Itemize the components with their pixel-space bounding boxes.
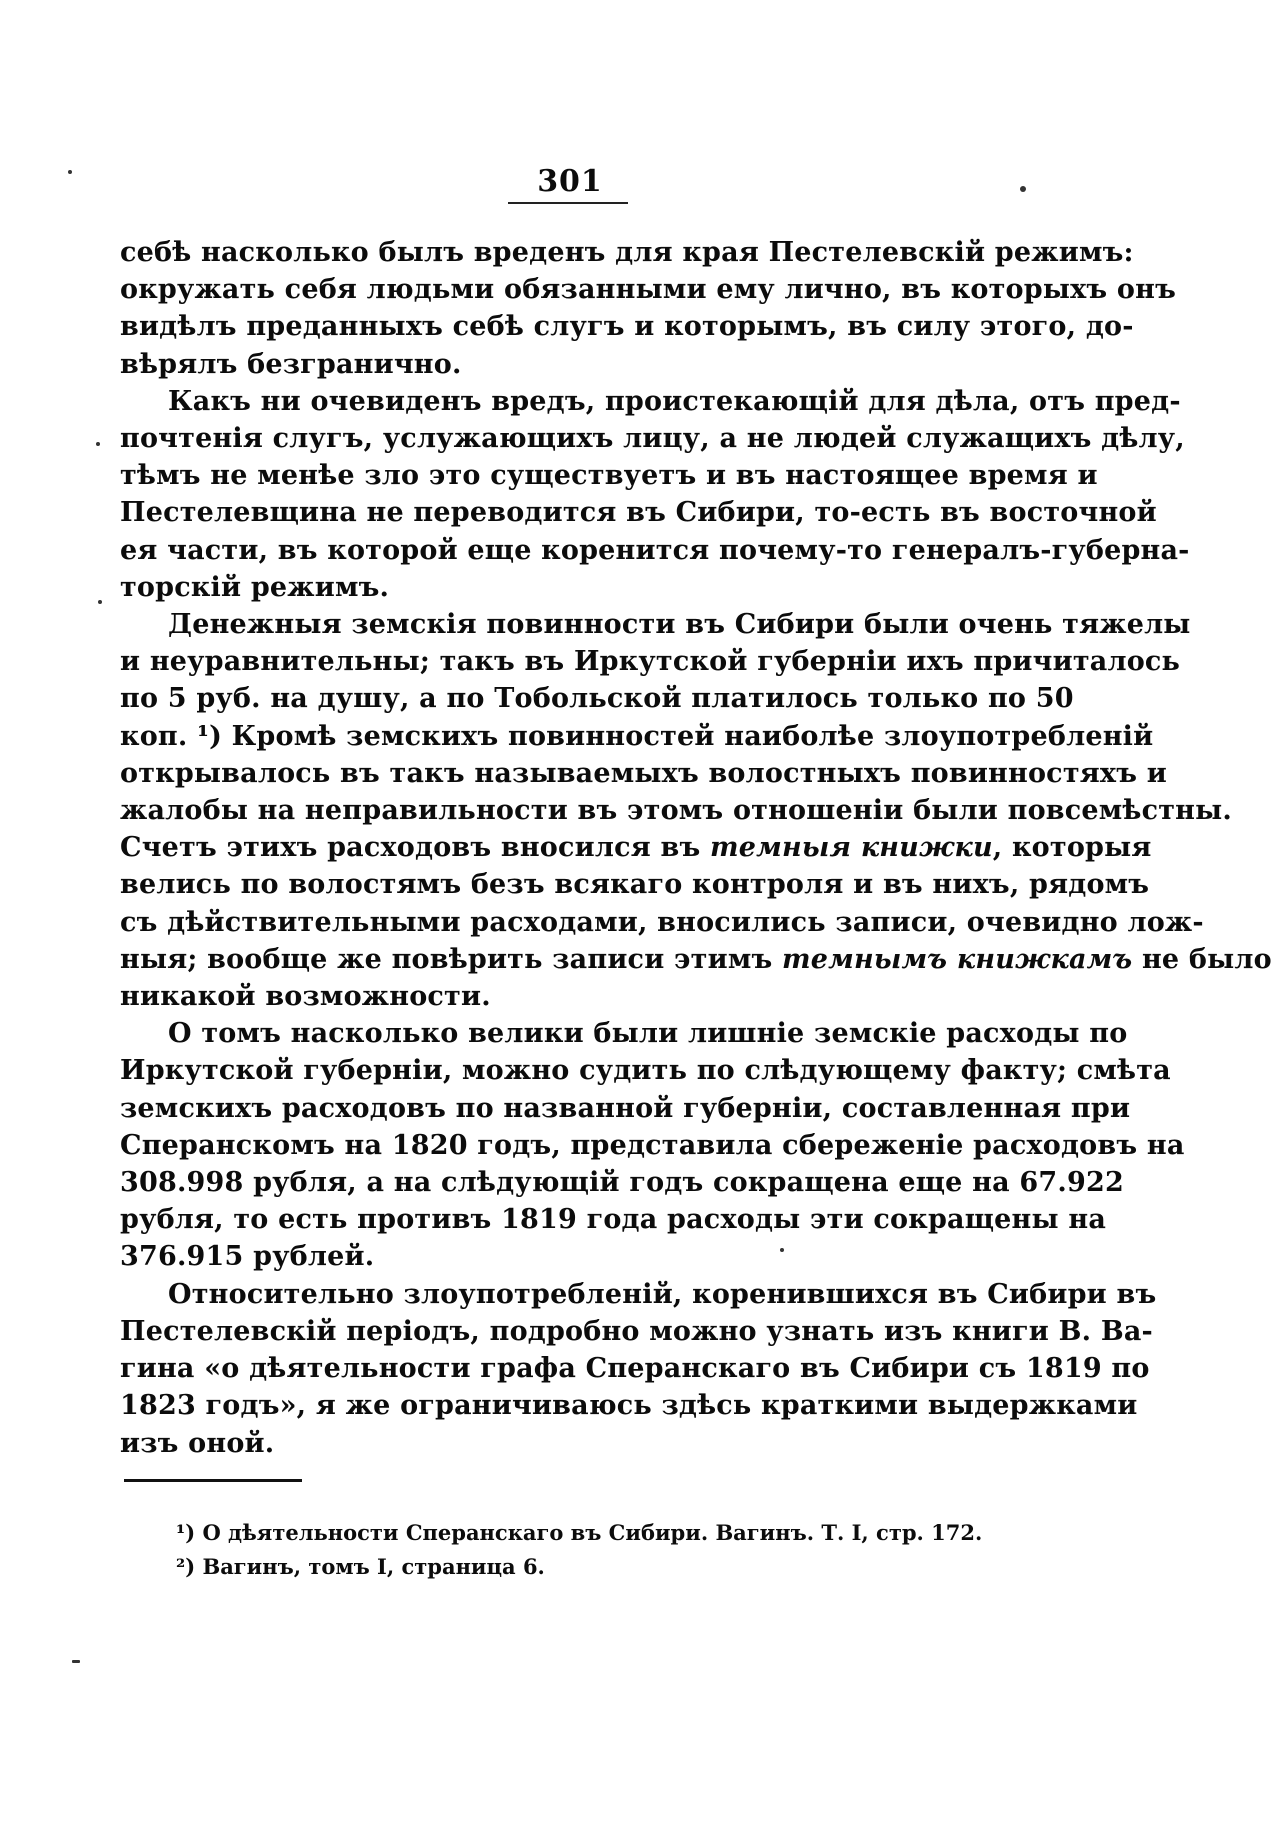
text-line: рубля, то есть противъ 1819 года расходы эти сокращены на [120, 1204, 1107, 1236]
text-line: по 5 руб. на душу, а по Тобольской платилось только по 50 [120, 683, 1074, 715]
footnotes [176, 1516, 983, 1584]
text-line: 376.915 рублей. [120, 1241, 375, 1273]
text-line: земскихъ расходовъ по названной губерніи, составленная при [120, 1092, 1131, 1124]
text-line: вѣрялъ безгранично. [120, 348, 462, 380]
scan-speck [780, 1248, 784, 1252]
footnote-1: ¹) О дѣятельности Сперанскаго въ Сибири. Вагинъ. Т. I, стр. 172. [176, 1520, 983, 1545]
text-line: Сперанскомъ на 1820 годъ, представила сбереженіе расходовъ на [120, 1129, 1185, 1161]
text-line: съ дѣйствительными расходами, вносились записи, очевидно лож- [120, 906, 1204, 938]
text-line: Пестелевщина не переводится въ Сибири, то-есть въ восточной [120, 497, 1157, 529]
text-line: и неуравнительны; такъ въ Иркутской губерніи ихъ причиталось [120, 646, 1181, 678]
scan-speck [96, 442, 100, 446]
scan-speck [98, 600, 102, 604]
paragraph-2 [120, 383, 1190, 606]
text-line: велись по волостямъ безъ всякаго контроля и въ нихъ, рядомъ [120, 869, 1150, 901]
body-text [120, 234, 1272, 1462]
text-line: Иркутской губерніи, можно судить по слѣдующему факту; смѣта [120, 1055, 1171, 1087]
header-rule [508, 202, 628, 204]
paragraph-3 [120, 606, 1272, 1015]
paragraph-5 [120, 1276, 1157, 1462]
text-line: коп. ¹) Кромѣ земскихъ повинностей наиболѣе злоупотребленій [120, 720, 1154, 752]
text-line: почтенія слугъ, услужающихъ лицу, а не людей служащихъ дѣлу, [120, 423, 1185, 455]
paragraph-4 [120, 1015, 1185, 1275]
text-line: окружать себя людьми обязанными ему лично, въ которыхъ онъ [120, 274, 1177, 306]
text-line: себѣ насколько былъ вреденъ для края Пестелевскій режимъ: [120, 237, 1134, 268]
text-line-with-italic: Счетъ этихъ расходовъ вносился въ темныя книжки, которыя [120, 832, 1152, 864]
text-line: Относительно злоупотребленій, коренившихся въ Сибири въ [168, 1278, 1157, 1310]
text-line-with-italic: ныя; вообще же повѣрить записи этимъ темнымъ книжкамъ не было [120, 943, 1272, 975]
text-line: Какъ ни очевиденъ вредъ, проистекающій для дѣла, отъ пред- [168, 385, 1181, 417]
scan-speck [72, 1660, 80, 1663]
text-line: гина «о дѣятельности графа Сперанскаго въ Сибири съ 1819 по [120, 1353, 1150, 1385]
scan-speck [1020, 186, 1026, 192]
italic-phrase: темныя книжки [709, 832, 993, 864]
text-line: 308.998 рубля, а на слѣдующій годъ сокращена еще на 67.922 [120, 1167, 1124, 1199]
text-line: тѣмъ не менѣе зло это существуетъ и въ настоящее время и [120, 460, 1098, 492]
text-line: никакой возможности. [120, 981, 491, 1013]
text-line: видѣлъ преданныхъ себѣ слугъ и которымъ, въ силу этого, до- [120, 311, 1134, 343]
scan-speck [68, 170, 72, 174]
footnote-2: ²) Вагинъ, томъ I, страница 6. [176, 1554, 545, 1579]
text-line: Денежныя земскія повинности въ Сибири были очень тяжелы [168, 609, 1191, 641]
text-line: жалобы на неправильности въ этомъ отношеніи были повсемѣстны. [120, 795, 1233, 827]
text-line: изъ оной. [120, 1427, 275, 1459]
text-line: торскій режимъ. [120, 571, 390, 603]
paragraph-1 [120, 234, 1177, 383]
text-line: О томъ насколько велики были лишніе земскіе расходы по [168, 1018, 1128, 1050]
footnote-rule [124, 1479, 302, 1482]
page-number: 301 [537, 164, 603, 199]
text-line: 1823 годъ», я же ограничиваюсь здѣсь краткими выдержками [120, 1390, 1138, 1422]
text-line: Пестелевскій періодъ, подробно можно узнать изъ книги В. Ва- [120, 1315, 1153, 1347]
text-line: открывалось въ такъ называемыхъ волостныхъ повинностяхъ и [120, 757, 1167, 789]
italic-phrase: темнымъ книжкамъ [781, 943, 1133, 975]
text-line: ея части, въ которой еще коренится почему-то генералъ-губерна- [120, 534, 1190, 566]
